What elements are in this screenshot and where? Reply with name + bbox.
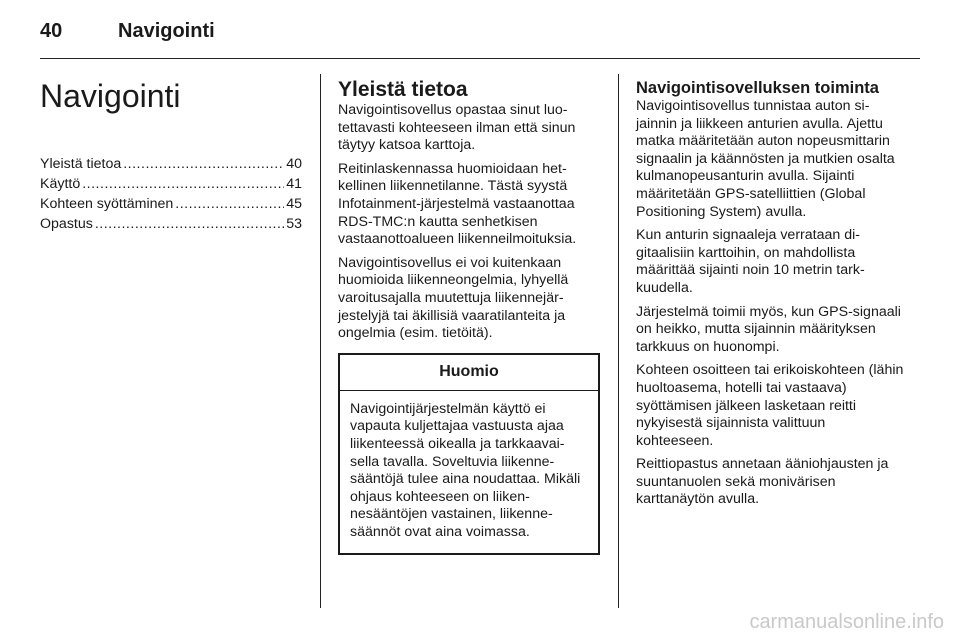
toc-entry[interactable]	[40, 214, 302, 234]
toc-entry-page: 53	[286, 216, 302, 232]
body-paragraph: Reitinlaskennassa huomioidaan hetkellinen liikennetilanne. Tästä syystä Infotainment-järjestelmä vastaanottaa RDS-TMC:n kautta senhetkisen vastaanottoalueen liikenneilmoituksia.	[338, 160, 577, 248]
section-heading-function: Navigointisovelluksen toiminta	[636, 79, 879, 97]
toc-leader-dots	[123, 154, 284, 174]
toc-entry-page: 41	[286, 176, 302, 192]
body-paragraph: Navigointisovellus opastaa sinut luotettavasti kohteeseen ilman että sinun täytyy katsoa karttoja.	[338, 102, 576, 154]
toc-entry-title: Opastus	[40, 216, 93, 232]
body-paragraph: Reittiopastus annetaan ääniohjausten ja suuntanuolen sekä monivärisen karttanäytön avulla.	[636, 456, 889, 508]
function-column	[636, 78, 904, 515]
body-paragraph: Navigointisovellus ei voi kuitenkaan huomioida liikenneongelmia, lyhyellä varoitusajalla muutettuja liikennejärjestelyjä tai äkillisiä vaaratilanteita ja ongelmia (esim. tietöitä).	[338, 254, 569, 342]
running-head: Navigointi	[118, 20, 215, 42]
chapter-title: Navigointi	[40, 78, 181, 114]
toc-entry-title: Yleistä tietoa	[40, 156, 122, 172]
watermark: carmanualsonline.info	[749, 611, 944, 633]
column-divider-left	[320, 74, 321, 608]
toc-leader-dots	[82, 174, 284, 194]
toc-entry-title: Kohteen syöttäminen	[40, 196, 174, 212]
toc-leader-dots	[95, 214, 284, 234]
note-box	[338, 353, 600, 556]
table-of-contents	[40, 154, 302, 234]
section-heading-general-info: Yleistä tietoa	[338, 78, 468, 101]
toc-entry[interactable]	[40, 154, 302, 174]
toc-entry-page: 40	[286, 156, 302, 172]
body-paragraph: Navigointisovellus tunnistaa auton sijainnin ja liikkeen anturien avulla. Ajettu matka määritetään auton nopeusmittarin signaalin ja käännösten ja mutkien osalta kulmanopeusanturin avulla. Sijainti määritetään GPS-satelliittien (Global Positioning System) avulla.	[636, 98, 895, 220]
toc-entry[interactable]	[40, 174, 302, 194]
toc-column	[40, 78, 302, 234]
toc-entry-page: 45	[286, 196, 302, 212]
note-text: Navigointijärjestelmän käyttö ei vapauta kuljettajaa vastuusta ajaa liikenteessä oikealla ja tarkkaavaisella tavalla. Soveltuvia liikennesääntöjä tulee aina noudattaa. Mikäli ohjaus kohteeseen on liikennesääntöjen vastainen, liikennesäännöt ovat aina voimassa.	[350, 400, 581, 540]
body-paragraph: Kohteen osoitteen tai erikoiskohteen (lähin huoltoasema, hotelli tai vastaava) syöttämisen jälkeen lasketaan reitti nykyisestä sijainnista valittuun kohteeseen.	[636, 362, 904, 449]
body-paragraph: Järjestelmä toimii myös, kun GPS-signaali on heikko, mutta sijainnin määrityksen tarkkuus on huonompi.	[636, 303, 901, 355]
note-body	[340, 391, 598, 554]
page-number: 40	[40, 20, 63, 42]
note-heading: Huomio	[340, 355, 598, 391]
toc-entry[interactable]	[40, 194, 302, 214]
general-info-column	[338, 78, 602, 555]
body-paragraph: Kun anturin signaaleja verrataan digitaalisiin karttoihin, on mahdollista määrittää sijainti noin 10 metrin tarkkuudella.	[636, 227, 865, 296]
toc-entry-title: Käyttö	[40, 176, 81, 192]
header-rule	[40, 58, 920, 59]
toc-leader-dots	[175, 194, 284, 214]
column-divider-right	[618, 74, 619, 608]
